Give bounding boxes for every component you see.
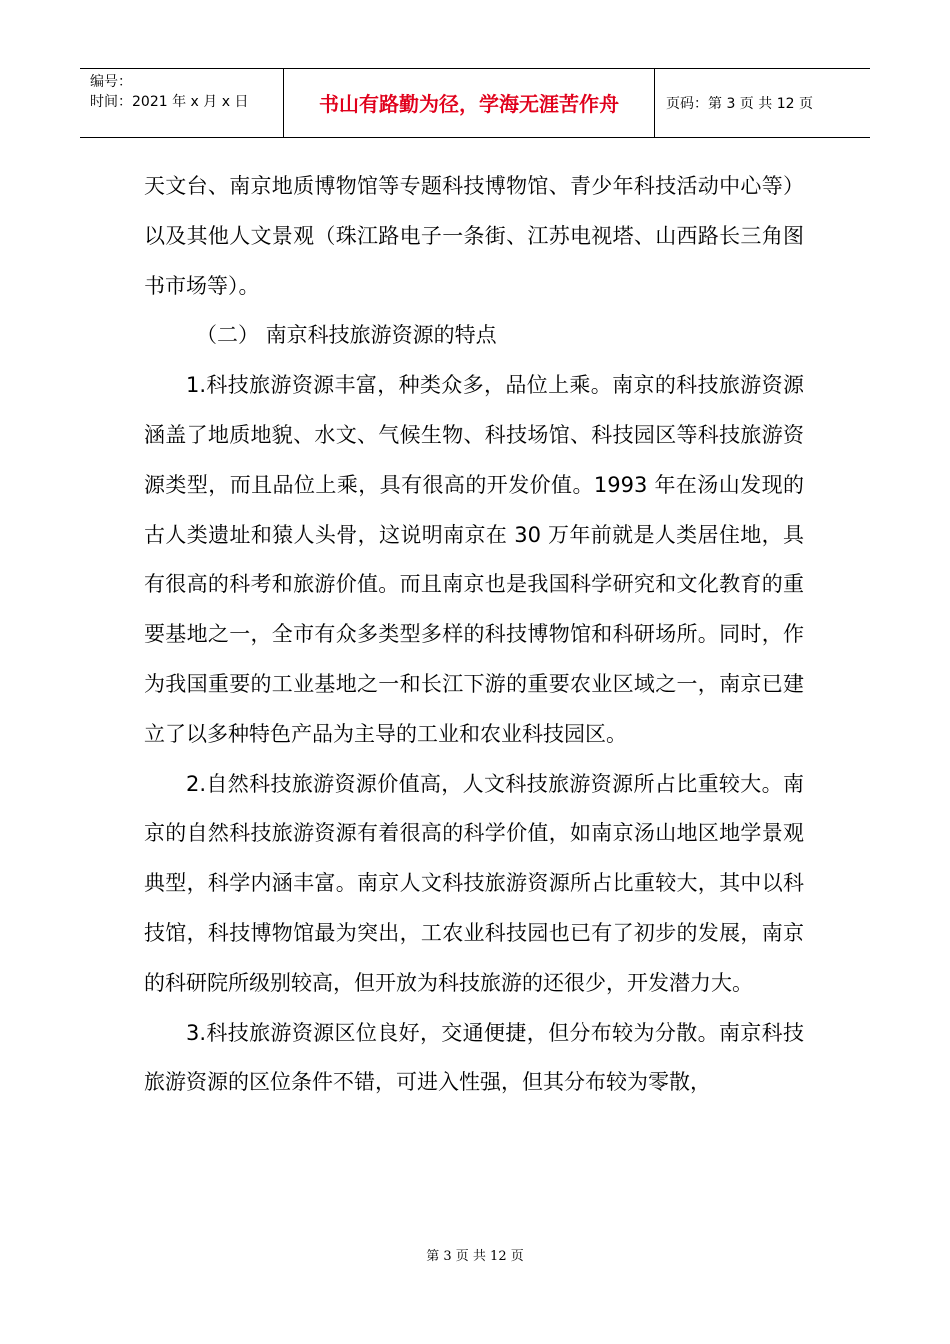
document-body (144, 162, 804, 1108)
header-page-label: 页码：第 3 页 共 12 页 (666, 96, 813, 112)
page-footer: 第 3 页 共 12 页 (426, 1249, 524, 1264)
body-paragraph: 1.科技旅游资源丰富，种类众多，品位上乘。南京的科技旅游资源涵盖了地质地貌、水文、气候生物、科技场馆、科技园区等科技旅游资源类型，而且品位上乘，具有很高的开发价值。1993 年在汤山发现的古人类遗址和猿人头骨，这说明南京在 30 万年前就是人类居住地，具有很高的科考和旅游价值。而且南京也是我国科学研究和文化教育的重要基地之一，全市有众多类型多样的科技博物馆和科研场所。同时，作为我国重要的工业基地之一和长江下游的重要农业区域之一，南京已建立了以多种特色产品为主导的工业和农业科技园区。 (144, 373, 804, 746)
header-divider (654, 69, 655, 137)
header-motto: 书山有路勤为径，学海无涯苦作舟 (319, 92, 619, 116)
header-time-label: 时间：2021 年 x 月 x 日 (90, 94, 249, 110)
header-meta (90, 72, 280, 112)
page-header (80, 68, 870, 138)
body-paragraph: 天文台、南京地质博物馆等专题科技博物馆、青少年科技活动中心等）以及其他人文景观（珠江路电子一条街、江苏电视塔、山西路长三角图书市场等）。 (144, 174, 804, 298)
body-paragraph: 2.自然科技旅游资源价值高，人文科技旅游资源所占比重较大。南京的自然科技旅游资源有着很高的科学价值，如南京汤山地区地学景观典型，科学内涵丰富。南京人文科技旅游资源所占比重较大，其中以科技馆，科技博物馆最为突出，工农业科技园也已有了初步的发展，南京的科研院所级别较高，但开放为科技旅游的还很少，开发潜力大。 (144, 771, 804, 995)
body-paragraph: 3.科技旅游资源区位良好，交通便捷，但分布较为分散。南京科技旅游资源的区位条件不错，可进入性强，但其分布较为零散， (144, 1020, 804, 1095)
section-heading: （二） 南京科技旅游资源的特点 (196, 323, 497, 348)
header-number-label: 编号： (90, 74, 132, 90)
